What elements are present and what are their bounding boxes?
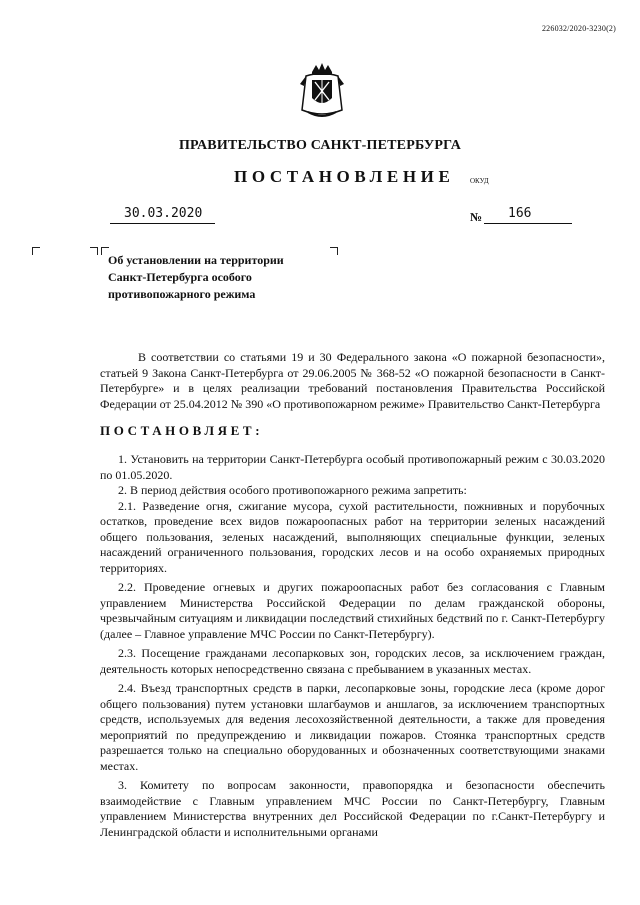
document-type-heading: ПОСТАНОВЛЕНИЕ [234, 167, 455, 186]
resolution-item: 2. В период действия особого противопожарного режима запретить: [118, 483, 467, 497]
okud-label: ОКУД [470, 177, 489, 185]
margin-corner-mark [32, 247, 40, 255]
st-petersburg-coat-of-arms-icon [298, 62, 346, 120]
preamble-paragraph: В соответствии со статьями 19 и 30 Федерального закона «О пожарной безопасности», статьей 9 Закона Санкт-Петербурга от 29.06.2005 № 368-52 «О пожарной безопасности в Санкт-Петербурге» и в целях реализации требований постановления Правительства Российской Федерации от 25.04.2012 № 390 «О противопожарном режиме» Правительство Санкт-Петербурга [100, 350, 605, 411]
number-underline [484, 223, 572, 224]
resolution-items [100, 452, 605, 840]
date-underline [110, 223, 215, 224]
document-registration-number: 226032/2020-3230(2) [541, 24, 616, 33]
organization-title: ПРАВИТЕЛЬСТВО САНКТ-ПЕТЕРБУРГА [178, 138, 462, 153]
resolution-item: 2.4. Въезд транспортных средств в парки, лесопарковые зоны, городские леса (кроме дорог общего пользования) путем установки шлагбаумов и аншлагов, за исключением транспортных средств, используемых для ведения лесохозяйственной деятельности, а также для проведения мероприятий по предупреждению и ликвидации пожаров. Стоянка транспортных средств разрешается только на специально оборудованных и обозначенных соответствующими знаками местах. [100, 681, 605, 773]
document-subject [108, 252, 338, 303]
document-number: 166 [508, 206, 532, 221]
resolution-item: 2.1. Разведение огня, сжигание мусора, сухой растительности, пожнивных и порубочных остатков, проведение всех видов пожароопасных работ на территории зеленых насаждений общего пользования, зеленых насаждений, выполняющих специальные функции, зеленых насаждений ограниченного пользования, городских лесов и на особо охраняемых природных территориях. [100, 498, 605, 575]
document-date: 30.03.2020 [124, 206, 203, 221]
resolution-item: 2.2. Проведение огневых и других пожароопасных работ без согласования с Главным управлением Министерства Российской Федерации по делам гражданской обороны, чрезвычайным ситуациям и ликвидации последствий стихийных бедствий по г. Санкт-Петербургу (далее – Главное управление МЧС России по Санкт-Петербургу). [100, 580, 605, 641]
margin-corner-mark [90, 247, 98, 255]
subject-line: противопожарного режима [108, 287, 256, 301]
subject-line: Санкт-Петербурга особого [108, 270, 252, 284]
number-sign: № [470, 210, 483, 224]
resolution-item: 1. Установить на территории Санкт-Петербурга особый противопожарный режим с 30.03.2020 по 01.05.2020. [100, 452, 605, 482]
resolution-item: 2.3. Посещение гражданами лесопарковых зон, городских лесов, за исключением граждан, деятельность которых непосредственно связана с пребыванием в указанных местах. [100, 646, 605, 676]
resolves-heading: ПОСТАНОВЛЯЕТ: [100, 423, 264, 438]
subject-line: Об установлении на территории [108, 253, 284, 267]
resolution-item: 3. Комитету по вопросам законности, правопорядка и безопасности обеспечить взаимодействие с Главным управлением МЧС России по Санкт-Петербургу, Главным управлением Министерства внутренних дел Российской Федерации по г.Санкт-Петербургу и Ленинградской области и исполнительными органами [100, 778, 605, 839]
